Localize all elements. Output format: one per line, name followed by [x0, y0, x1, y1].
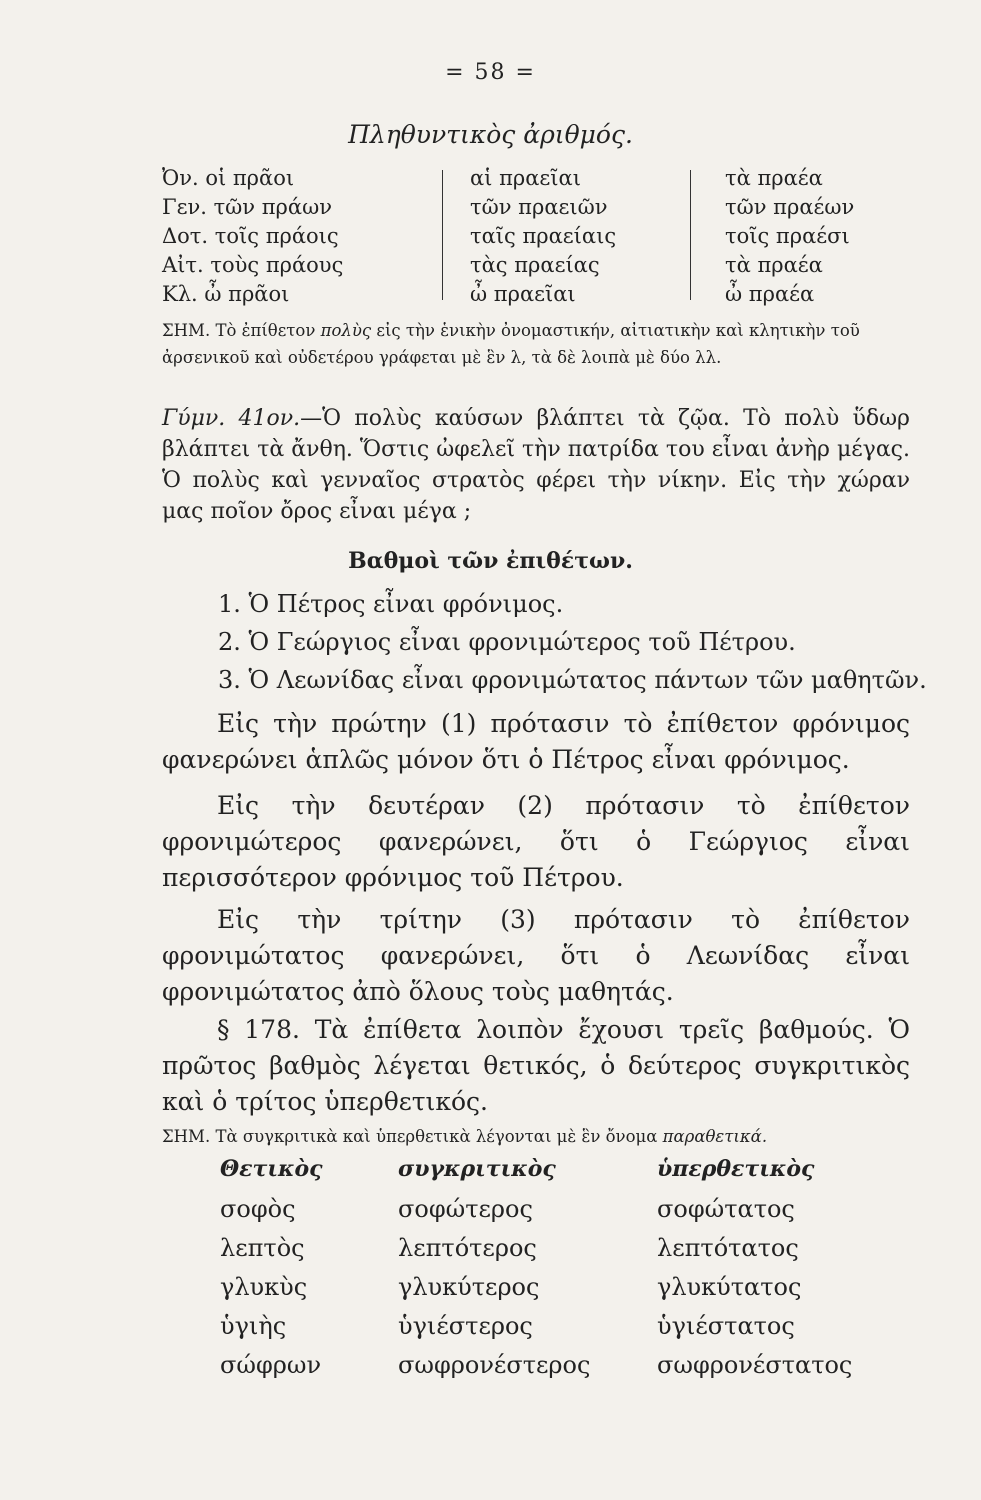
note-rest: εἰς τὴν ἑνικὴν ὀνομαστικήν, αἰτιατικὴν καὶ κλητικὴν τοῦ ἀρσενικοῦ καὶ οὐδετέρου γράφεται μὲ ἓν λ, τὰ δὲ λοιπὰ μὲ δύο λλ. [162, 321, 860, 367]
neuter-form: τῶν πραέων [725, 195, 855, 219]
degrees-table-row [165, 1312, 885, 1351]
degrees-table-row [165, 1273, 885, 1312]
neuter-form: τὰ πραέα [725, 253, 823, 277]
positive-form: ὑγιὴς [220, 1312, 287, 1340]
comparative-form: λεπτότερος [398, 1234, 537, 1262]
degrees-table-header [165, 1156, 885, 1195]
comparative-form: ὑγιέστερος [398, 1312, 533, 1340]
feminine-form: τὰς πραείας [470, 253, 600, 277]
feminine-form: ταῖς πραείαις [470, 224, 617, 248]
declension-row [162, 166, 882, 195]
note-paratheтika [162, 1123, 902, 1150]
superlative-form: λεπτότατος [657, 1234, 799, 1262]
exercise-text: —Ὁ πολὺς καύσων βλάπτει τὰ ζῷα. Τὸ πολὺ ὕδωρ βλάπτει τὰ ἄνθη. Ὅστις ὠφελεῖ τὴν πατρίδα του εἶναι ἀνὴρ μέγας. Ὁ πολὺς καὶ γενναῖος στρατὸς φέρει τὴν νίκην. Εἰς τὴν χώραν μας ποῖον ὄρος εἶναι μέγα ; [162, 406, 910, 524]
header-comparative: συγκριτικὸς [398, 1156, 556, 1182]
masculine-form: Δοτ. τοῖς πράοις [162, 224, 339, 248]
superlative-form: ὑγιέστατος [657, 1312, 795, 1340]
paragraph-first: Εἰς τὴν πρώτην (1) πρότασιν τὸ ἐπίθετον φρόνιμος φανερώνει ἁπλῶς μόνον ὅτι ὁ Πέτρος εἶναι φρόνιμος. [162, 709, 910, 774]
declension-row [162, 195, 882, 224]
superlative-form: σοφώτατος [657, 1195, 795, 1223]
paragraph-178: § 178. Τὰ ἐπίθετα λοιπὸν ἔχουσι τρεῖς βαθμούς. Ὁ πρῶτος βαθμὸς λέγεται θετικός, ὁ δεύτερος συγκριτικὸς καὶ ὁ τρίτος ὑπερθετικός. [162, 1015, 910, 1116]
feminine-form: τῶν πραειῶν [470, 195, 608, 219]
feminine-form: αἱ πραεῖαι [470, 166, 581, 190]
comparative-form: σωφρονέστερος [398, 1351, 591, 1379]
exercise-41 [162, 403, 910, 527]
example-sentence: 3. Ὁ Λεωνίδας εἶναι φρονιμώτατος πάντων τῶν μαθητῶν. [218, 666, 927, 694]
masculine-form: Ὀν. οἱ πρᾶοι [162, 166, 295, 190]
paragraph-second: Εἰς τὴν δευτέραν (2) πρότασιν τὸ ἐπίθετον φρονιμώτερος φανερώνει, ὅτι ὁ Γεώργιος εἶναι περισσότερον φρόνιμος τοῦ Πέτρου. [162, 791, 910, 892]
positive-form: λεπτὸς [220, 1234, 305, 1262]
note-keyword: πολὺς [320, 321, 372, 340]
positive-form: γλυκὺς [220, 1273, 308, 1301]
note-label: ΣΗΜ. [162, 321, 211, 340]
note-text: Τὰ συγκριτικὰ καὶ ὑπερθετικὰ λέγονται μὲ ἓν ὄνομα [215, 1127, 658, 1146]
comparative-form: γλυκύτερος [398, 1273, 540, 1301]
superlative-form: σωφρονέστατος [657, 1351, 853, 1379]
feminine-form: ὦ πραεῖαι [470, 282, 576, 306]
masculine-form: Γεν. τῶν πράων [162, 195, 332, 219]
note-label: ΣΗΜ. [162, 1127, 211, 1146]
neuter-form: τοῖς πραέσι [725, 224, 850, 248]
positive-form: σοφὸς [220, 1195, 296, 1223]
header-positive: Θετικὸς [220, 1156, 323, 1182]
neuter-form: ὦ πραέα [725, 282, 815, 306]
declension-table [162, 166, 882, 311]
degrees-table-row [165, 1234, 885, 1273]
declension-heading: Πληθυντικὸς ἀριθμός. [348, 120, 633, 149]
degrees-table-row [165, 1195, 885, 1234]
note-text: Τὸ ἐπίθετον [215, 321, 316, 340]
neuter-form: τὰ πραέα [725, 166, 823, 190]
degrees-table-row [165, 1351, 885, 1390]
masculine-form: Αἰτ. τοὺς πράους [162, 253, 344, 277]
declension-row [162, 224, 882, 253]
degrees-heading: Βαθμοὶ τῶν ἐπιθέτων. [348, 548, 633, 574]
example-sentence: 2. Ὁ Γεώργιος εἶναι φρονιμώτερος τοῦ Πέτρου. [218, 628, 796, 656]
note-polys [162, 317, 902, 371]
header-superlative: ὑπερθετικὸς [657, 1156, 815, 1182]
example-sentence: 1. Ὁ Πέτρος εἶναι φρόνιμος. [218, 590, 564, 618]
declension-row [162, 282, 882, 311]
comparative-form: σοφώτερος [398, 1195, 533, 1223]
superlative-form: γλυκύτατος [657, 1273, 802, 1301]
exercise-label: Γύμν. 41ον. [162, 406, 301, 431]
declension-row [162, 253, 882, 282]
page-number: = 58 = [445, 60, 536, 85]
paragraph-third: Εἰς τὴν τρίτην (3) πρότασιν τὸ ἐπίθετον φρονιμώτατος φανερώνει, ὅτι ὁ Λεωνίδας εἶναι φρονιμώτατος ἀπὸ ὅλους τοὺς μαθητάς. [162, 905, 910, 1006]
positive-form: σώφρων [220, 1351, 322, 1379]
note-keyword: παραθετικά. [662, 1127, 768, 1146]
masculine-form: Κλ. ὦ πρᾶοι [162, 282, 290, 306]
degrees-table [165, 1156, 885, 1390]
